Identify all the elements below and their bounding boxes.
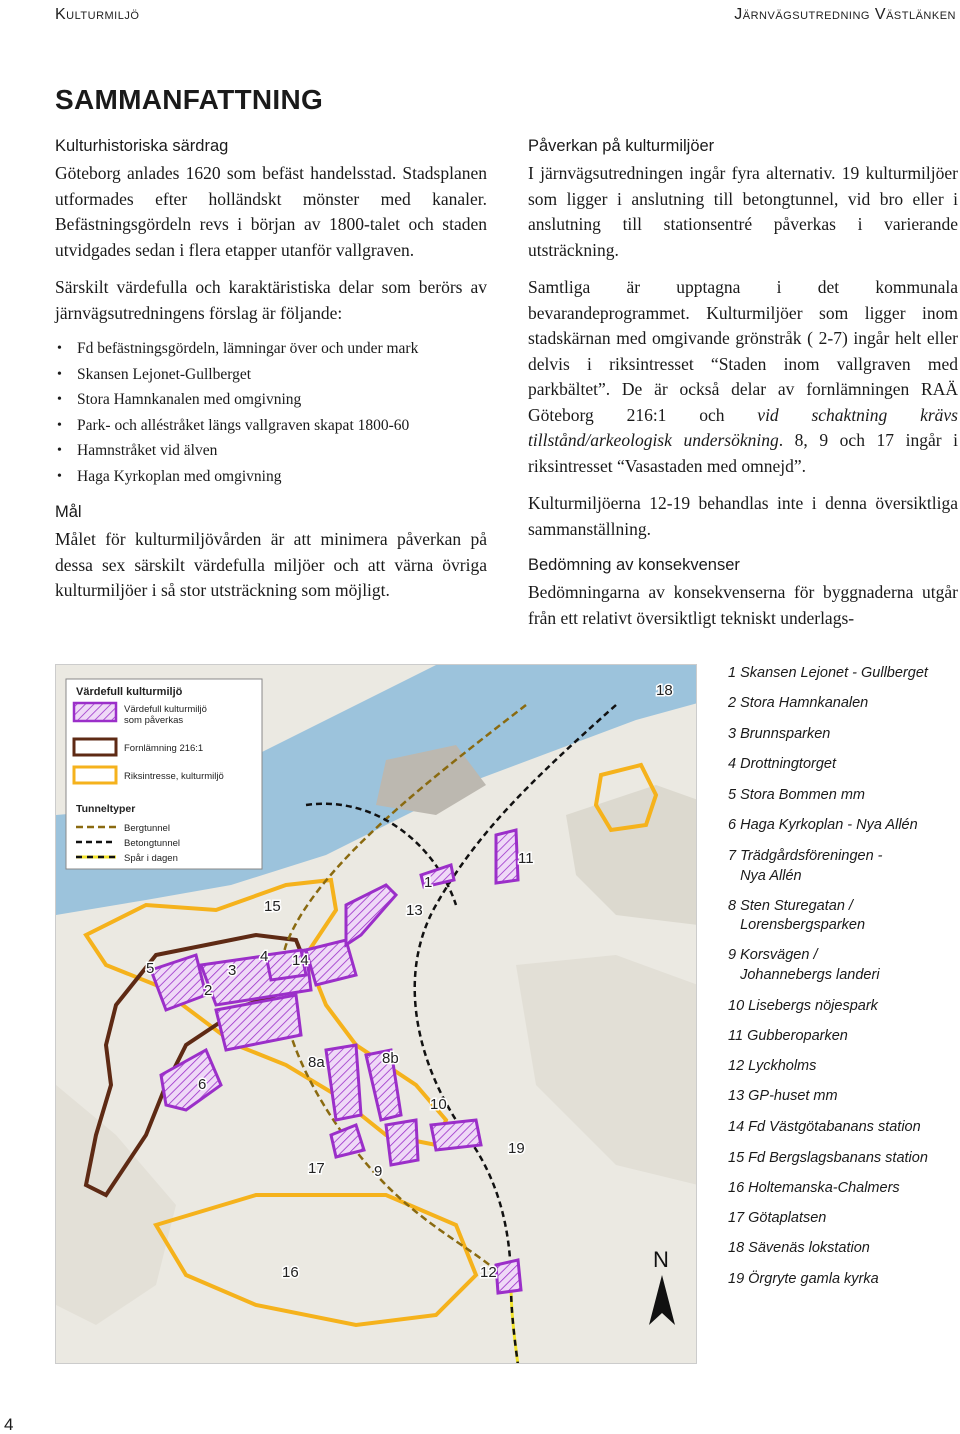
- map-label-14: 14: [292, 952, 309, 969]
- legend-list-item: 14 Fd Västgötabanans station: [728, 1119, 921, 1135]
- environment-area-10: [431, 1120, 481, 1150]
- environment-area-9: [386, 1120, 418, 1165]
- list-item: • Park- och alléstråket längs vallgraven skapat 1800-60: [55, 413, 487, 439]
- running-head-right: Järnvägsutredning Västlänken: [734, 6, 956, 23]
- paragraph-history: Göteborg anlades 1620 som befäst handelsstad. Stadsplanen utformades efter holländskt mönster med kanaler. Befästningsgördeln revs i början av 1800-talet och staden utvidgades sedan i flera etapper utanför vallgraven.: [55, 163, 487, 260]
- map-legend: [66, 679, 262, 869]
- section-heading-bedomning: Bedömning av konsekvenser: [528, 556, 740, 574]
- legend-label-riksintresse: Riksintresse, kulturmiljö: [124, 771, 224, 782]
- legend-list-item: 19 Örgryte gamla kyrka: [728, 1271, 879, 1287]
- left-column: [55, 135, 487, 604]
- legend-list-item: 6 Haga Kyrkoplan - Nya Allén: [728, 817, 918, 833]
- legend-list-item: 9 Korsvägen /: [728, 947, 818, 963]
- map-label-9: 9: [374, 1163, 383, 1180]
- legend-list-item: 3 Brunnsparken: [728, 726, 831, 742]
- map-label-2: 2: [204, 982, 213, 999]
- cultural-environment-map: [55, 664, 697, 1364]
- paragraph-valuable-parts: Särskilt värdefulla och karaktäristiska delar som berörs av järnvägsutredningens förslag är följande:: [55, 277, 487, 323]
- map-legend-title: Värdefull kulturmiljö: [76, 686, 183, 698]
- map-label-16: 16: [282, 1264, 299, 1281]
- section-heading-mal: Mål: [55, 503, 82, 521]
- map-label-19: 19: [508, 1140, 525, 1157]
- section-heading-paverkan: Påverkan på kulturmiljöer: [528, 137, 715, 155]
- paragraph-goal: Målet för kulturmiljövården är att minimera påverkan på dessa sex särskilt värdefulla miljöer och att värna övriga kulturmiljöer i så stor utsträckning som möjligt.: [55, 529, 487, 600]
- north-label: N: [653, 1247, 669, 1272]
- map-label-8b: 8b: [382, 1050, 399, 1067]
- legend-list-item: 10 Lisebergs nöjespark: [728, 998, 878, 1014]
- right-column: [528, 135, 958, 631]
- map-label-8a: 8a: [308, 1054, 325, 1071]
- legend-label-affected-1: Värdefull kulturmiljö: [124, 704, 207, 715]
- list-item: • Stora Hamnkanalen med omgivning: [55, 387, 487, 413]
- legend-label-bergtunnel: Bergtunnel: [124, 823, 170, 834]
- legend-label-affected-2: som påverkas: [124, 715, 184, 726]
- legend-list-item: 8 Sten Sturegatan /: [728, 898, 853, 914]
- legend-list-item: 12 Lyckholms: [728, 1058, 817, 1074]
- paragraph-conservation-part2: . 8, 9 och 17 ingår i riksintresset “Vasastaden med omnejd”.: [528, 430, 958, 476]
- map-label-5: 5: [146, 960, 155, 977]
- valuable-parts-list: [55, 336, 487, 489]
- page-title: SAMMANFATTNING: [55, 84, 324, 115]
- legend-list-item: 7 Trädgårdsföreningen -: [728, 848, 883, 864]
- map-label-11: 11: [518, 850, 534, 867]
- map-label-1: 1: [424, 874, 433, 891]
- legend-label-fornlamning: Fornlämning 216:1: [124, 743, 204, 754]
- legend-list-item: 2 Stora Hamnkanalen: [728, 695, 869, 711]
- environment-area-11: [496, 830, 518, 883]
- legend-list-item: 4 Drottningtorget: [728, 756, 837, 772]
- legend-list-item: 1 Skansen Lejonet - Gullberget: [728, 665, 928, 681]
- list-item: • Skansen Lejonet-Gullberget: [55, 362, 487, 388]
- legend-list-item: Nya Allén: [728, 868, 802, 884]
- legend-list-item: 5 Stora Bommen mm: [728, 787, 865, 803]
- legend-list-item: 17 Götaplatsen: [728, 1210, 827, 1226]
- paragraph-alternatives: I järnvägsutredningen ingår fyra alternativ. 19 kulturmiljöer som ligger i anslutning till betongtunnel, vid bro eller i anslutning till stationsentré påverkas i varierande utsträckning.: [528, 163, 958, 260]
- legend-list-item: Johannebergs landeri: [728, 967, 880, 983]
- legend-list-item: Lorensbergsparken: [728, 917, 866, 933]
- list-item: • Haga Kyrkoplan med omgivning: [55, 464, 487, 490]
- list-item: • Hamnstråket vid älven: [55, 438, 487, 464]
- legend-swatch-affected: [74, 703, 116, 721]
- paragraph-conservation-part1: Samtliga är upptagna i det kommunala bevarandeprogrammet. Kulturmiljöer som ligger inom stadskärnan med omgivande grönstråk ( 2-7) ingår helt eller delvis i riksintresset “Staden inom vallgraven med parkbältet”. De är också delar av fornlämningen RAÄ Göteborg 216:1 och: [528, 277, 958, 425]
- map-label-13: 13: [406, 902, 423, 919]
- legend-list-item: 16 Holtemanska-Chalmers: [728, 1180, 900, 1196]
- map-label-17: 17: [308, 1160, 325, 1177]
- map-label-4: 4: [260, 948, 269, 965]
- map-label-15: 15: [264, 898, 281, 915]
- map-svg: [56, 665, 697, 1364]
- environment-area-14: [306, 940, 356, 985]
- list-item: • Fd befästningsgördeln, lämningar över och under mark: [55, 336, 487, 362]
- legend-tunnel-title: Tunneltyper: [76, 803, 136, 815]
- legend-label-betongtunnel: Betongtunnel: [124, 838, 180, 849]
- map-label-3: 3: [228, 962, 237, 979]
- legend-list-item: 18 Sävenäs lokstation: [728, 1240, 870, 1256]
- legend-list-item: 13 GP-huset mm: [728, 1088, 838, 1104]
- map-label-10: 10: [430, 1096, 447, 1113]
- paragraph-scope: Kulturmiljöerna 12-19 behandlas inte i denna översiktliga sammanställning.: [528, 493, 958, 539]
- legend-list-item: 15 Fd Bergslagsbanans station: [728, 1150, 928, 1166]
- map-label-6: 6: [198, 1076, 207, 1093]
- page-number: 4: [4, 1415, 14, 1434]
- paragraph-assessment: Bedömningarna av konsekvenserna för byggnaderna utgår från ett relativt översiktligt tekniskt underlags-: [528, 582, 958, 628]
- map-label-18: 18: [656, 682, 673, 699]
- running-head-left: Kulturmiljö: [55, 6, 140, 23]
- legend-list-item: 11 Gubberoparken: [728, 1028, 848, 1044]
- section-heading-kulturhistoriska: Kulturhistoriska särdrag: [55, 137, 229, 155]
- environment-area-12: [496, 1260, 521, 1293]
- map-label-12: 12: [480, 1264, 497, 1281]
- paragraph-conservation-italic: vid schaktning krävs tillstånd/arkeologisk undersökning: [528, 404, 958, 450]
- paragraph-conservation: [528, 275, 958, 479]
- legend-label-spar: Spår i dagen: [124, 853, 178, 864]
